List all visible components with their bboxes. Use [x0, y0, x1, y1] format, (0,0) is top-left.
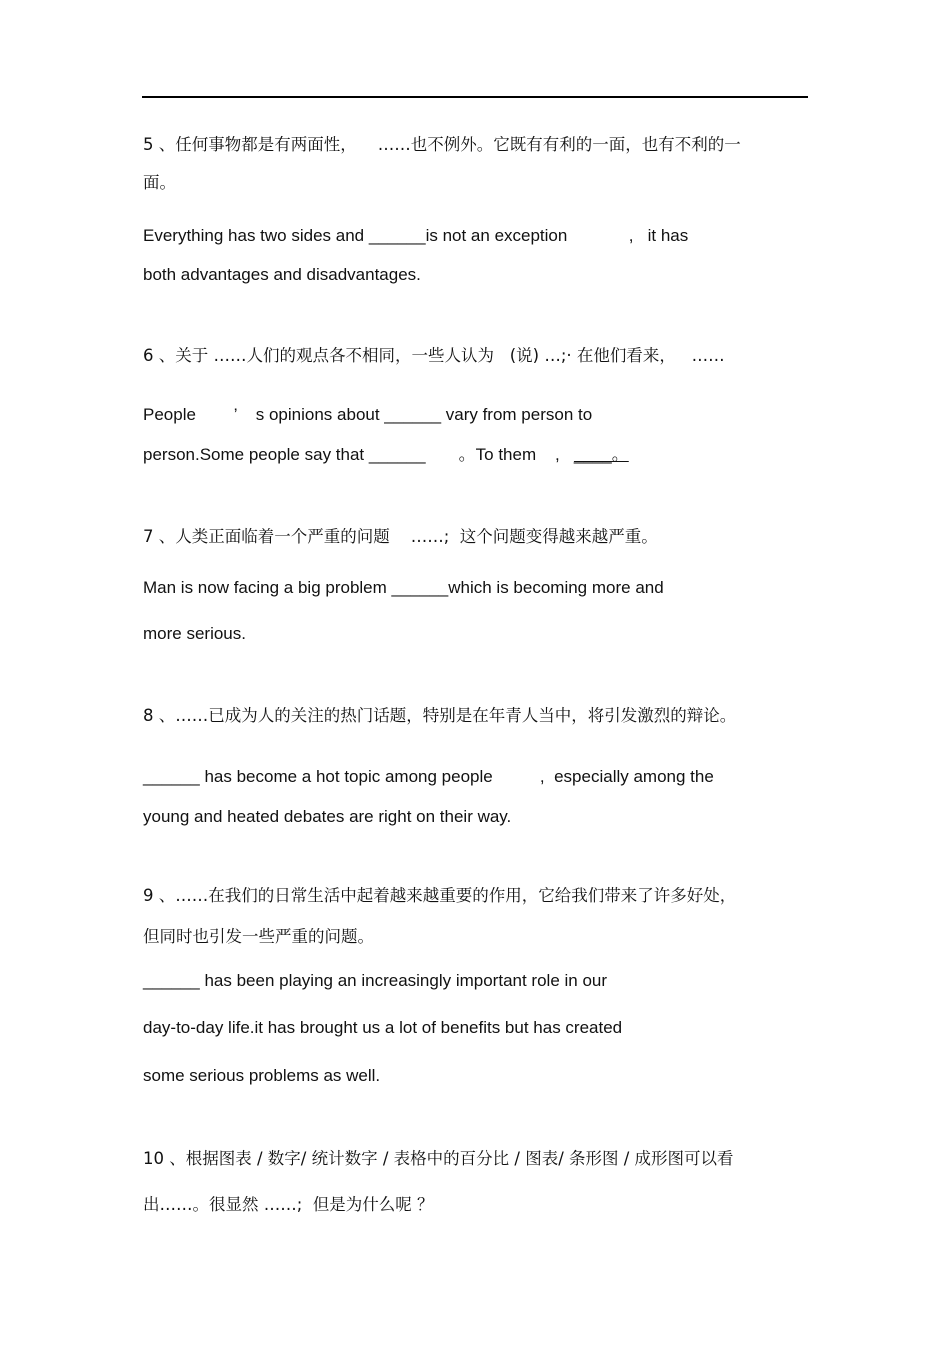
item-6-chinese-line-1: 6 、关于 ……人们的观点各不相同，一些人认为 (说) …;· 在他们看来， …… [143, 346, 725, 365]
item-5-chinese-line-2: 面。 [143, 173, 176, 192]
item-9-chinese-line-2: 但同时也引发一些严重的问题。 [143, 927, 374, 946]
item-8-chinese-line-1: 8 、……已成为人的关注的热门话题，特别是在年青人当中，将引发激烈的辩论。 [143, 706, 737, 725]
item-6-english-line-2-text: person.Some people say that ______ 。To them , [143, 445, 574, 464]
item-6-underlined-blank: ____。 [573, 445, 629, 464]
item-7-english-line-2: more serious. [143, 624, 246, 643]
item-9-chinese-line-1: 9 、……在我们的日常生活中起着越来越重要的作用，它给我们带来了许多好处， [143, 886, 737, 905]
header-rule [142, 96, 808, 98]
item-10-chinese-line-1: 10 、根据图表 / 数字/ 统计数字 / 表格中的百分比 / 图表/ 条形图 / 成形图可以看 [143, 1149, 734, 1168]
item-5-english-line-1: Everything has two sides and ______is not an exception , it has [143, 226, 689, 245]
item-8-english-line-1: ______ has become a hot topic among people , especially among the [143, 767, 714, 786]
item-10-chinese-line-2: 出……。很显然 ……; 但是为什么呢 ？ [143, 1195, 434, 1214]
item-7-chinese-line-1: 7 、人类正面临着一个严重的问题 ……; 这个问题变得越来越严重。 [143, 527, 658, 546]
item-6-english-line-2 [143, 445, 629, 465]
item-7-english-line-1: Man is now facing a big problem ______which is becoming more and [143, 578, 664, 597]
item-9-english-line-2: day-to-day life.it has brought us a lot of benefits but has created [143, 1018, 623, 1037]
item-5-english-line-2: both advantages and disadvantages. [143, 265, 421, 284]
item-9-english-line-1: ______ has been playing an increasingly important role in our [143, 971, 608, 990]
item-5-chinese-line-1: 5 、任何事物都是有两面性， ……也不例外。它既有有利的一面，也有不利的一 [143, 135, 741, 154]
item-9-english-line-3: some serious problems as well. [143, 1066, 381, 1085]
item-8-english-line-2: young and heated debates are right on their way. [143, 807, 512, 826]
item-6-english-line-1: People ’ s opinions about ______ vary from person to [143, 405, 593, 424]
